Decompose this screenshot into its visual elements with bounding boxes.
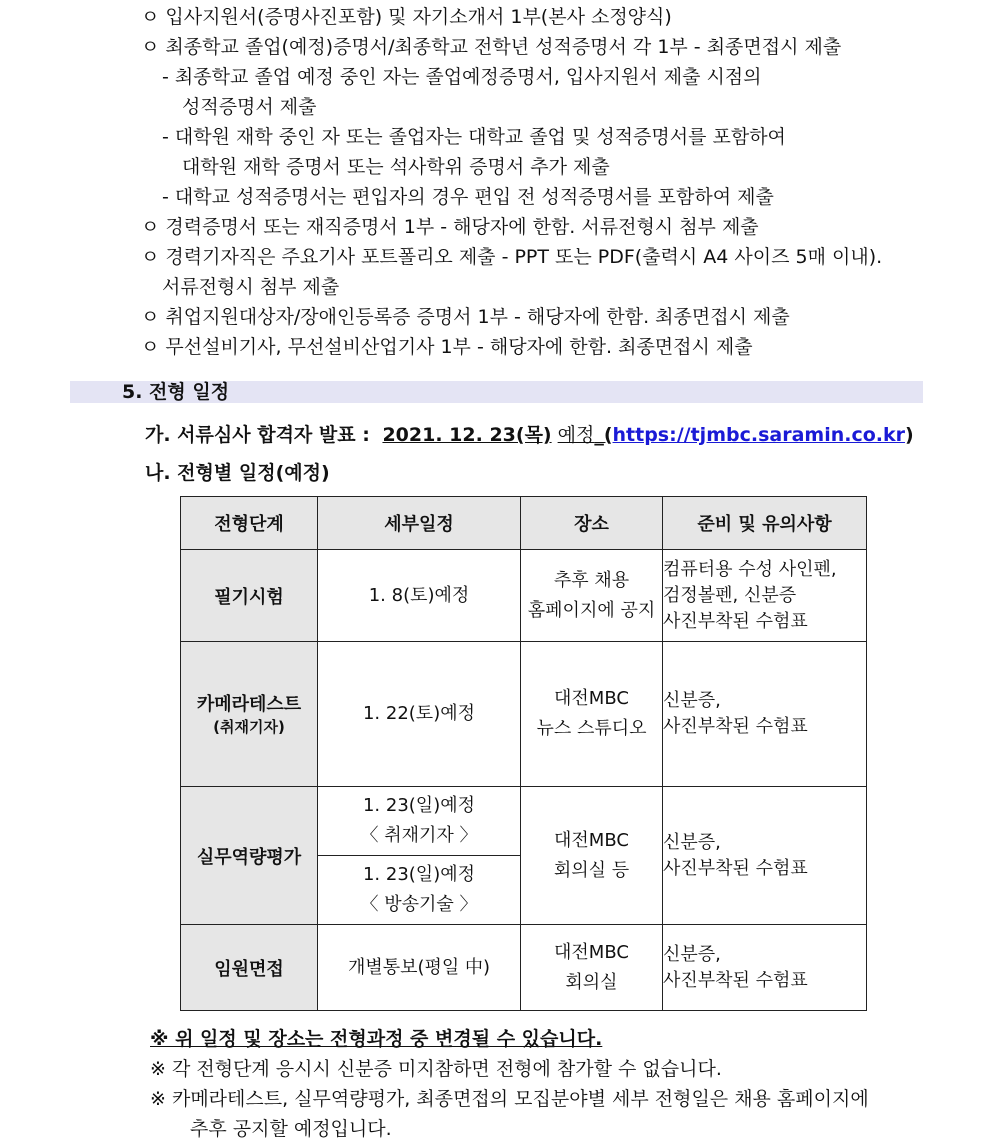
- date-line: 1. 23(일)예정: [362, 864, 475, 885]
- doc-line-veteran: ㅇ 취업지원대상자/장애인등록증 증명서 1부 - 해당자에 한함. 최종면접시 제출: [141, 306, 790, 328]
- doc-line-application: ㅇ 입사지원서(증명사진포함) 및 자기소개서 1부(본사 소정양식): [141, 6, 672, 28]
- place-executive-interview: [521, 925, 663, 1011]
- table-row-executive-interview: [181, 925, 867, 1011]
- table-header-row: [181, 497, 867, 550]
- stage-practical-eval: 실무역량평가: [181, 787, 318, 925]
- stage-sublabel: (취재기자): [213, 718, 285, 736]
- place-line: 대전MBC: [554, 688, 629, 709]
- note-id-required: ※ 각 전형단계 응시시 신분증 미지참하면 전형에 참가할 수 없습니다.: [150, 1058, 722, 1080]
- doc-line-graduation-cert: ㅇ 최종학교 졸업(예정)증명서/최종학교 전학년 성적증명서 각 1부 - 최종면접시 제출: [141, 36, 842, 58]
- place-practical-eval: [521, 787, 663, 925]
- table-row-practical-reporter: [181, 787, 867, 856]
- note-detailed-schedule: ※ 카메라테스트, 실무역량평가, 최종면접의 모집분야별 세부 전형일은 채용 홈페이지에: [150, 1088, 869, 1110]
- note-line: 검정볼펜, 신분증: [663, 584, 797, 606]
- note-line: 사진부착된 수험표: [663, 969, 808, 991]
- table-row-camera-test: [181, 642, 867, 787]
- place-written-test: [521, 550, 663, 642]
- doc-line-transfer: - 대학교 성적증명서는 편입자의 경우 편입 전 성적증명서를 포함하여 제출: [162, 186, 774, 208]
- doc-line-portfolio: ㅇ 경력기자직은 주요기사 포트폴리오 제출 - PPT 또는 PDF(출력시 A4 사이즈 5매 이내).: [141, 246, 883, 268]
- header-notes: 준비 및 유의사항: [663, 497, 867, 550]
- note-line: 신분증,: [663, 943, 721, 965]
- date-camera-test: 1. 22(토)예정: [318, 642, 521, 787]
- notes-camera-test: [663, 642, 867, 787]
- date-written-test: 1. 8(토)예정: [318, 550, 521, 642]
- note-line: 신분증,: [663, 690, 721, 711]
- announce-line: 가. 서류심사 합격자 발표 : 2021. 12. 23(목) 예정_(https://tjmbc.saramin.co.kr): [145, 424, 914, 446]
- place-line: 대전MBC: [554, 941, 629, 963]
- stage-executive-interview: 임원면접: [181, 925, 318, 1011]
- announce-label: 가. 서류심사 합격자 발표 :: [145, 424, 370, 446]
- note-line: 사진부착된 수험표: [663, 857, 808, 879]
- recruit-site-link[interactable]: https://tjmbc.saramin.co.kr: [612, 424, 905, 446]
- place-camera-test: [521, 642, 663, 787]
- note-detailed-schedule-cont: 추후 공지할 예정입니다.: [190, 1118, 392, 1140]
- date-executive-interview: 개별통보(평일 中): [318, 925, 521, 1011]
- note-line: 사진부착된 수험표: [663, 610, 808, 632]
- note-line: 컴퓨터용 수성 사인펜,: [663, 558, 837, 580]
- field-line: 〈 취재기자 〉: [360, 825, 478, 846]
- section-title: 5. 전형 일정: [122, 381, 230, 403]
- date-line: 1. 23(일)예정: [362, 795, 475, 816]
- stage-written-test: 필기시험: [181, 550, 318, 642]
- doc-line-radio-cert: ㅇ 무선설비기사, 무선설비산업기사 1부 - 해당자에 한함. 최종면접시 제출: [141, 336, 753, 358]
- doc-line-expected-grad-cont: 성적증명서 제출: [182, 96, 317, 118]
- note-schedule-change: ※ 위 일정 및 장소는 전형과정 중 변경될 수 있습니다.: [150, 1028, 603, 1050]
- date-practical-reporter: [318, 787, 521, 856]
- notes-executive-interview: [663, 925, 867, 1011]
- header-stage: 전형단계: [181, 497, 318, 550]
- date-practical-broadcast: [318, 856, 521, 925]
- place-line: 회의실: [565, 971, 618, 993]
- schedule-subtitle: 나. 전형별 일정(예정): [145, 462, 330, 484]
- field-line: 〈 방송기술 〉: [360, 894, 478, 915]
- announce-suffix: 예정: [557, 424, 595, 446]
- notes-written-test: [663, 550, 867, 642]
- doc-line-portfolio-cont: 서류전형시 첨부 제출: [162, 276, 340, 298]
- note-line: 신분증,: [663, 831, 721, 853]
- table-row-written-test: [181, 550, 867, 642]
- doc-line-grad-school: - 대학원 재학 중인 자 또는 졸업자는 대학교 졸업 및 성적증명서를 포함하여: [162, 126, 786, 148]
- notes-practical-eval: [663, 787, 867, 925]
- announce-date: 2021. 12. 23(목): [382, 424, 552, 446]
- schedule-table: [180, 496, 867, 1011]
- stage-camera-test: [181, 642, 318, 787]
- stage-label: 카메라테스트: [196, 694, 302, 715]
- place-line: 뉴스 스튜디오: [536, 718, 647, 739]
- header-detail-date: 세부일정: [318, 497, 521, 550]
- place-line: 회의실 등: [553, 859, 630, 881]
- doc-line-grad-school-cont: 대학원 재학 증명서 또는 석사학위 증명서 추가 제출: [182, 156, 610, 178]
- header-place: 장소: [521, 497, 663, 550]
- place-line: 대전MBC: [554, 829, 629, 851]
- note-line: 사진부착된 수험표: [663, 716, 808, 737]
- place-line: 홈페이지에 공지: [527, 599, 656, 621]
- doc-line-expected-grad: - 최종학교 졸업 예정 중인 자는 졸업예정증명서, 입사지원서 제출 시점의: [162, 66, 762, 88]
- doc-line-career-cert: ㅇ 경력증명서 또는 재직증명서 1부 - 해당자에 한함. 서류전형시 첨부 제출: [141, 216, 759, 238]
- place-line: 추후 채용: [553, 569, 630, 591]
